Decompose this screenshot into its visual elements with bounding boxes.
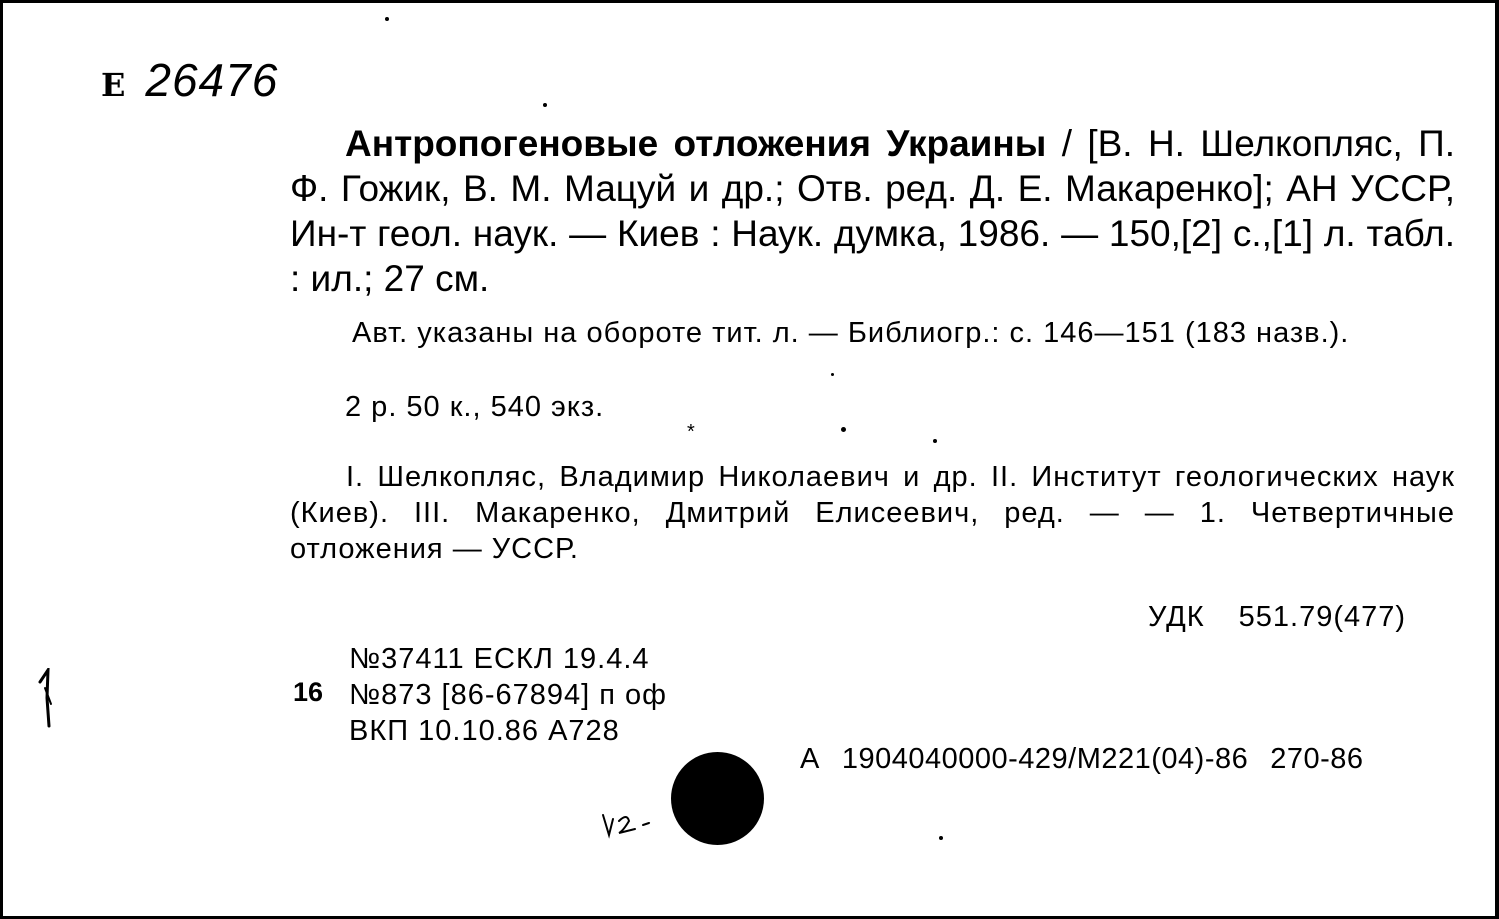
service-line: ВКП 10.10.86 А728 — [349, 715, 620, 747]
notes: Авт. указаны на обороте тит. л. — Библиогр.: с. 146—151 (183 назв.). — [352, 317, 1350, 349]
udc-code — [1148, 601, 1406, 634]
handwritten-scribble-icon — [599, 805, 671, 841]
classification-value: 1904040000-429/М221(04)-86 — [841, 743, 1249, 775]
punch-hole — [671, 752, 764, 845]
tracings: I. Шелкопляс, Владимир Николаевич и др. II. Институт геологических наук (Киев). III. Макаренко, Дмитрий Елисеевич, ред. — — 1. Четвертичные отложения — УССР. — [290, 461, 1455, 565]
handwritten-mark-icon — [37, 668, 55, 728]
speck — [831, 373, 834, 376]
price-and-print-run: 2 р. 50 к., 540 экз. — [345, 391, 605, 423]
udc-label: УДК — [1148, 601, 1205, 633]
classification-code — [800, 743, 1364, 776]
call-number-value: 26476 — [145, 54, 279, 106]
udc-value: 551.79(477) — [1238, 601, 1407, 633]
speck — [841, 427, 846, 432]
classification-letter: А — [800, 743, 820, 775]
service-number: 16 — [293, 677, 324, 707]
service-lines — [349, 641, 667, 749]
responsibility-and-imprint: / [В. Н. Шелкопляс, П. Ф. Гожик, В. М. Мацуй и др.; Отв. ред. Д. Е. Макаренко]; АН УССР, Ин-т геол. наук. — Киев : Наук. думка, 1986. — 150,[2] с.,[1] л. табл. : ил.; 27 см. — [290, 123, 1455, 299]
classification-number: 270-86 — [1270, 743, 1364, 775]
bibliographic-description — [290, 121, 1455, 301]
speck — [385, 17, 389, 21]
service-line: №37411 ЕСКЛ 19.4.4 — [349, 643, 650, 675]
speck — [933, 439, 937, 443]
call-number-letter: Е — [101, 66, 128, 104]
speck — [543, 103, 547, 107]
book-title: Антропогеновые отложения Украины — [345, 123, 1047, 164]
call-number — [101, 53, 278, 107]
speck — [939, 836, 943, 840]
service-line: №873 [86-67894] п оф — [349, 679, 668, 711]
separator-mark: * — [687, 421, 695, 443]
